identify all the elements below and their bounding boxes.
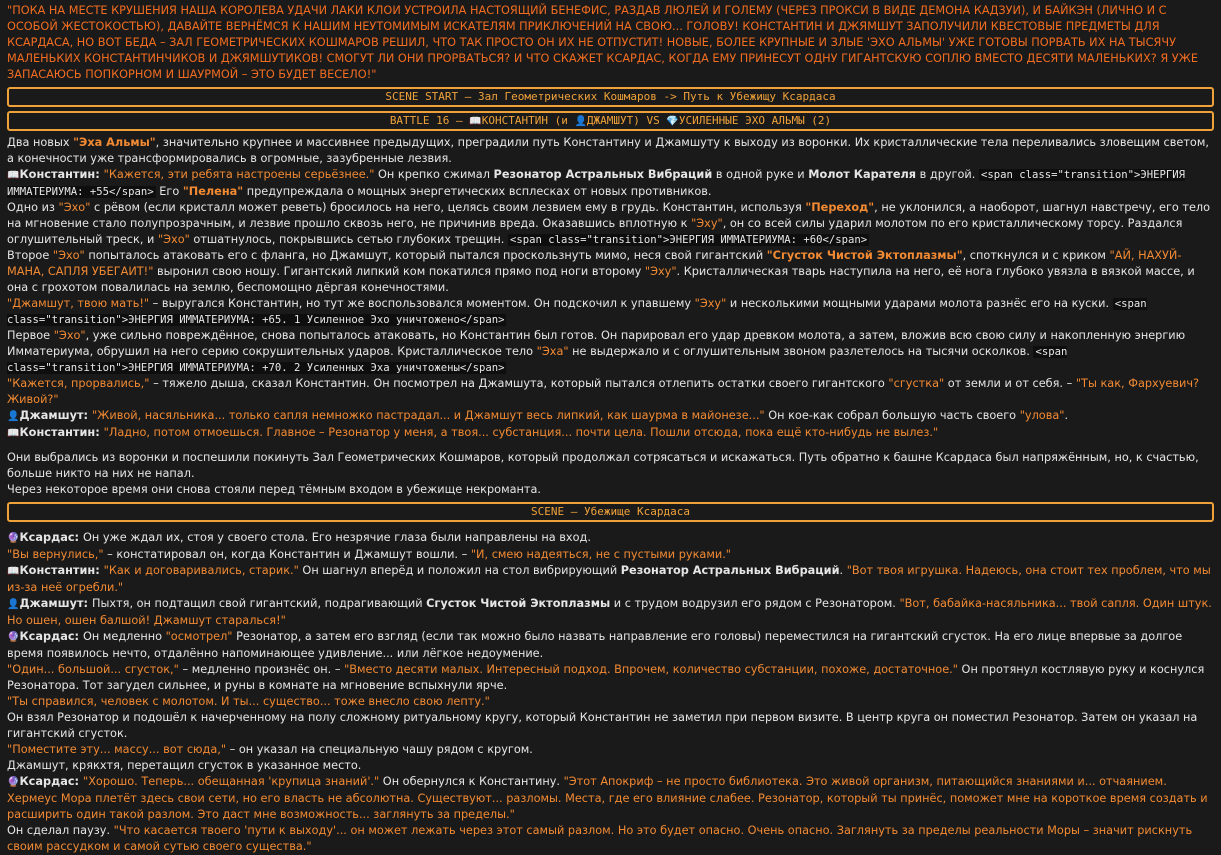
quote: "Эхо" (157, 233, 190, 246)
quote: "Хорошо. Теперь... обещанная 'крупица знаний'." (83, 775, 380, 788)
paragraph-8 (7, 408, 1214, 425)
quote: "Что касается твоего 'пути к выходу'... он может лежать через этот самый разлом. Но это будет опасно. Очень опасно. Заглянуть за пределы реальности Моры – значит рискнуть своим рассудком и самой сутью своего существа." (7, 824, 1193, 853)
crystal-ball-icon: 🔮 (7, 777, 20, 788)
text: предупреждала о мощных энергетических всплесках от новых противников. (243, 185, 712, 198)
text: Два новых (7, 136, 74, 149)
text: от земли и от себя. – (944, 377, 1076, 390)
quote: "сгустка" (888, 377, 945, 390)
text: – констатировал он, когда Константин и Джамшут вошли. – (103, 548, 471, 561)
scene-start-text: SCENE START – Зал Геометрических Кошмаров -> Путь к Убежищу Ксардаса (385, 90, 836, 103)
quote: "Вы вернулись," (7, 548, 104, 561)
text: Второе (7, 249, 53, 262)
text: , уже сильно повреждённое, снова попыталось атаковать, но Константин был готов. Он парировал его удар древком молота, а затем, вложив всю свою силу и накопленную энергию Имматериума, обрушил на него серию сокрушительных ударов. Кристаллическое тело (7, 329, 1186, 358)
quote: "Вот, бабайка-насяльника... твой сапля. Один штук. Но ошен, ошен балшой! Джамшут старалься!" (7, 597, 1212, 627)
text: Он протянул костлявую руку и коснулся Резонатора. Тот загудел сильнее, и руны в комнате на мгновение вспыхнули ярче. (7, 663, 1205, 692)
text: и несколькими мощными ударами молота разнёс его на куски. (726, 297, 1113, 310)
text: Джамшут, крякхтя, перетащил сгусток в указанное место. (7, 759, 362, 772)
text: в одной руке и (712, 168, 809, 181)
code-snippet: <span class="transition">ЭНЕРГИЯ ИММАТЕРИУМА: +70. 2 Усиленных Эха уничтожены</span> (7, 346, 1068, 374)
paragraph-9 (7, 425, 1214, 442)
paragraph-16 (7, 629, 1214, 662)
code-snippet: <span class="transition">ЭНЕРГИЯ ИММАТЕРИУМА: +65. 1 Усиленное Эхо уничтожено</span> (7, 298, 1147, 326)
book-icon: 📖 (7, 566, 20, 577)
quote: "Кажется, прорвались," (7, 377, 150, 390)
quote: "Эхо" (53, 329, 86, 342)
quote: "Пелена" (182, 185, 244, 198)
text: и с трудом водрузил его рядом с Резонатором. (610, 597, 900, 610)
speaker: Константин: (19, 426, 104, 439)
text: . (839, 564, 847, 577)
crystal-ball-icon: 🔮 (7, 632, 20, 643)
quote: "Вместо десяти малых. Интересный подход. Впрочем, количество субстанции, похоже, достаточное." (344, 663, 958, 676)
text: – медленно произнёс он. – (178, 663, 345, 676)
text: в другой. (916, 168, 979, 181)
item-name: Резонатор Астральных Вибраций (493, 168, 713, 181)
text: , не уклонился, а наоборот, шагнул навстречу, его тело на мгновение стало полупрозрачным, и лезвие прошло сквозь него, не причинив вреда. Оказавшись вплотную к (7, 201, 1211, 230)
paragraph-7 (7, 376, 1214, 408)
speaker: Ксардас: (19, 531, 83, 544)
item-name: Сгусток Чистой Эктоплазмы (426, 597, 611, 610)
quote: "Эха Альмы" (73, 136, 156, 149)
paragraph-23 (7, 823, 1214, 855)
text: Они выбрались из воронки и поспешили покинуть Зал Геометрических Кошмаров, который продолжал сотрясаться и искажаться. Путь обратно к башне Ксардаса был напряжённым, но, к счастью, больше никто на них не напал. (7, 451, 1199, 480)
speaker: Джамшут: (19, 597, 92, 610)
quote: "Ты справился, человек с молотом. И ты... существо... тоже внесло свою лепту." (7, 695, 490, 708)
text: . (1064, 409, 1069, 422)
text: , споткнулся и с криком (962, 249, 1110, 262)
text: Через некоторое время они снова стояли перед тёмным входом в убежище некроманта. (7, 483, 541, 496)
text: . Кристаллическая тварь наступила на него, её нога глубоко увязла в вязкой массе, и она с грохотом повалилась на землю, беспомощно дёргая конечностями. (7, 265, 1195, 294)
text: с рёвом (если кристалл может реветь) бросилось на него, целясь своим лезвием ему в грудь. Константин, используя (90, 201, 806, 214)
paragraph-11 (7, 482, 1214, 498)
gem-icon: 💎 (666, 116, 679, 127)
paragraph-13 (7, 547, 1214, 563)
text: – выругался Константин, но тут же воспользовался моментом. Он подскочил к упавшему (149, 297, 695, 310)
battle-banner (7, 111, 1214, 131)
paragraph-1 (7, 135, 1214, 167)
code-snippet: <span class="transition">ЭНЕРГИЯ ИММАТЕРИУМА: +55</span> (7, 169, 1186, 198)
paragraph-12 (7, 530, 1214, 547)
speaker: Константин: (19, 564, 104, 577)
paragraph-14 (7, 563, 1214, 596)
code-snippet: <span class="transition">ЭНЕРГИЯ ИММАТЕРИУМА: +60</span> (509, 234, 868, 246)
speaker: Ксардас: (19, 775, 83, 788)
paragraph-20 (7, 742, 1214, 758)
speaker: Джамшут: (19, 409, 92, 422)
intro-narration: "ПОКА НА МЕСТЕ КРУШЕНИЯ НАША КОРОЛЕВА УДАЧИ ЛАКИ КЛОИ УСТРОИЛА НАСТОЯЩИЙ БЕНЕФИС, РАЗДАВ ЛЮЛЕЙ И ГОЛЕМУ (ЧЕРЕЗ ПРОКСИ В ВИДЕ ДЕМОНА КАДЗУИ), И БАЙКЭН (ЛИЧНО И С ОСОБОЙ ЖЕСТОКОСТЬЮ), ДАВАЙТЕ ВЕРНЁМСЯ К НАШИМ НЕУТОМИМЫМ ИСКАТЕЛЯМ ПРИКЛЮЧЕНИЙ НА СВОЮ... ГОЛОВУ! КОНСТАНТИН И ДЖЯМШУТ ЗАПОЛУЧИЛИ КВЕСТОВЫЕ ПРЕДМЕТЫ ДЛЯ КСАРДАСА, НО ВОТ БЕДА – ЗАЛ ГЕОМЕТРИЧЕСКИХ КОШМАРОВ РЕШИЛ, ЧТО ТАК ПРОСТО ОН ИХ НЕ ОТПУСТИТ! НОВЫЕ, БОЛЕЕ КРУПНЫЕ И ЗЛЫЕ 'ЭХО АЛЬМЫ' УЖЕ ГОТОВЫ ПОРВАТЬ ИХ НА ТЫСЯЧУ МАЛЕНЬКИХ КОНСТАНТИНЧИКОВ И ДЖЯМШУТИКОВ! СМОГУТ ЛИ ОНИ ПРОРВАТЬСЯ? И ЧТО СКАЖЕТ КСАРДАС, КОГДА ЕМУ ПРИНЕСУТ ОДНУ ГИГАНТСКУЮ СОПЛЮ ВМЕСТО ДЕСЯТИ МАЛЕНЬКИХ? Я УЖЕ ЗАПАСАЮСЬ ПОПКОРНОМ И ШАУРМОЙ – ЭТО БУДЕТ ВЕСЕЛО!" (7, 4, 1198, 81)
item-name: Резонатор Астральных Вибраций (620, 564, 840, 577)
quote: "Джамшут, твою мать!" (7, 297, 150, 310)
text: Он крепко сжимал (374, 168, 494, 181)
quote: "Живой, насяльника... только сапля немножко пастрадал... и Джамшут весь липкий, как шаурма в майонезе..." (91, 409, 765, 422)
text: Одно из (7, 201, 59, 214)
text: – он указал на специальную чашу рядом с кругом. (226, 743, 533, 756)
paragraph-3 (7, 200, 1214, 248)
text: Он сделал паузу. (7, 824, 114, 837)
text: Пыхтя, он подтащил свой гигантский, подрагивающий (91, 597, 427, 610)
quote: "АЙ, НАХУЙ-МАНА, САПЛЯ УБЕГАИТ!" (7, 249, 1182, 278)
battle-side-b: УСИЛЕННЫЕ ЭХО АЛЬМЫ (2) (678, 114, 832, 127)
text: Он обернулся к Константину. (379, 775, 564, 788)
paragraph-21 (7, 758, 1214, 774)
text: попыталось атаковать его с фланга, но Джамшут, который пытался проскользнуть мимо, неся свой гигантский (84, 249, 767, 262)
paragraph-18 (7, 694, 1214, 710)
battle-side-a2: ДЖАМШУТ) VS (586, 114, 667, 127)
battle-number: BATTLE 16 – (389, 114, 470, 127)
text: отшатнулось, покрывшись сетью глубоких трещин. (189, 233, 508, 246)
quote: "Эха" (536, 345, 569, 358)
battle-side-a: КОНСТАНТИН (и (481, 114, 575, 127)
paragraph-17 (7, 662, 1214, 694)
quote: "осмотрел" (165, 630, 233, 643)
text: не выдержало и с оглушительным звоном разлетелось на тысячи осколков. (568, 345, 1034, 358)
book-icon: 📖 (469, 116, 482, 127)
paragraph-6 (7, 328, 1214, 376)
person-icon: 👤 (574, 116, 587, 127)
text: Резонатор, а затем его взгляд (если так можно было назвать направление его головы) переместился на гигантский сгусток. На его лице впервые за долгое время появилось нечто, отдалённо напоминающее удивление... или лёгкое недоумение. (7, 630, 1183, 660)
paragraph-15 (7, 596, 1214, 629)
quote: "Эху" (694, 297, 727, 310)
quote: "Вот твоя игрушка. Надеюсь, она стоит тех проблем, что мы из-за неё огребли." (7, 564, 1211, 594)
quote: "Этот Апокриф – не просто библиотека. Это живой организм, питающийся знаниями и... отчаянием. Хермеус Мора плетёт здесь свои сети, но его власть не абсолютна. Существуют... разломы. Места, где его влияние слабее. Резонатор, который ты принёс, поможет мне на короткое время создать и расширить один такой разлом. Это даст мне возможность... заглянуть за пределы." (7, 775, 1208, 821)
quote: "Эхо" (58, 201, 91, 214)
quote: "Один... большой... сгусток," (7, 663, 179, 676)
quote: "Сгусток Чистой Эктоплазмы" (766, 249, 963, 262)
speaker: Константин: (19, 168, 104, 181)
item-name: Молот Карателя (808, 168, 917, 181)
text: Первое (7, 329, 54, 342)
speaker: Ксардас: (19, 630, 83, 643)
paragraph-10 (7, 450, 1214, 482)
quote: "улова" (1019, 409, 1065, 422)
text: выронил свою ношу. Гигантский липкий ком покатился прямо под ноги второму (153, 265, 645, 278)
scene-start-banner (7, 87, 1214, 107)
text: Его (155, 185, 183, 198)
book-icon: 📖 (7, 170, 20, 181)
quote: "И, смею надеяться, не с пустыми руками." (470, 548, 731, 561)
text: , он со всей силы ударил молотом по его кристаллическому торсу. Раздался оглушительный треск, и (7, 217, 1183, 246)
quote: "Переход" (805, 201, 875, 214)
quote: "Ты как, Фархуевич? Живой?" (7, 377, 1200, 406)
paragraph-4 (7, 248, 1214, 296)
quote: "Поместите эту... массу... вот сюда," (7, 743, 227, 756)
text: Он шагнул вперёд и положил на стол вибрирующий (298, 564, 621, 577)
text: Он кое-как собрал большую часть своего (764, 409, 1020, 422)
paragraph-2 (7, 167, 1214, 200)
quote: "Эху" (691, 217, 723, 230)
text: , значительно крупнее и массивнее предыдущих, преградили путь Константину и Джамшуту к выходу из воронки. Их кристаллические тела переливались зловещим светом, а конечности уже трансформировались в огромные, зазубренные лезвия. (7, 136, 1209, 165)
quote: "Эху" (644, 265, 677, 278)
text: Он взял Резонатор и подошёл к начерченному на полу сложному ритуальному кругу, который Константин не заметил при первом визите. В центр круга он поместил Резонатор. Затем он указал на гигантский сгусток. (7, 711, 1198, 740)
quote: "Как и договаривались, старик." (103, 564, 299, 577)
person-icon: 👤 (7, 599, 20, 610)
text: Он уже ждал их, стоя у своего стола. Его незрячие глаза были направлены на вход. (83, 531, 591, 544)
scene-banner (7, 502, 1214, 522)
paragraph-19 (7, 710, 1214, 742)
paragraph-22 (7, 774, 1214, 823)
quote: "Эхо" (52, 249, 85, 262)
crystal-ball-icon: 🔮 (7, 533, 20, 544)
book-icon: 📖 (7, 428, 20, 439)
scene-text: SCENE – Убежище Ксардаса (531, 505, 690, 518)
quote: "Ладно, потом отмоешься. Главное – Резонатор у меня, а твоя... субстанция... почти цела. Пошли отсюда, пока ещё кто-нибудь не вылез." (103, 426, 939, 439)
paragraph-5 (7, 296, 1214, 328)
person-icon: 👤 (7, 411, 20, 422)
text: Он медленно (83, 630, 166, 643)
text: – тяжело дыша, сказал Константин. Он посмотрел на Джамшута, который пытался отлепить остатки своего гигантского (149, 377, 889, 390)
quote: "Кажется, эти ребята настроены серьёзнее." (103, 168, 375, 181)
